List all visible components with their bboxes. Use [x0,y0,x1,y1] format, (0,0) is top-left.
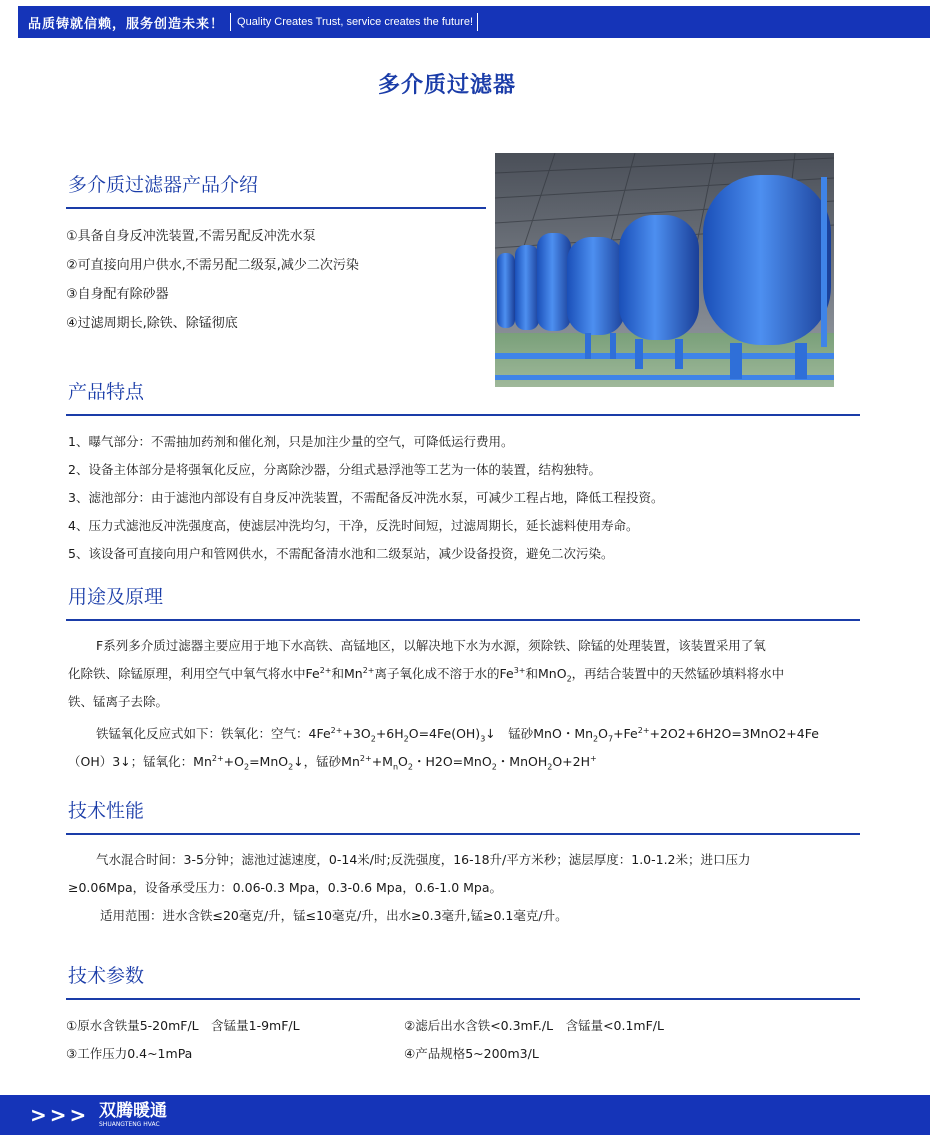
list-item: 5、该设备可直接向用户和管网供水，不需配备清水池和二级泵站，减少设备投资，避免二次污染。 [68,546,614,561]
brand-cn-text: 双腾暖通 [99,1101,168,1121]
features-rule [66,414,860,416]
page-title: 多介质过滤器 [377,73,516,98]
slogan-divider-end [477,13,478,31]
slogan-english: Quality Creates Trust, service creates the future! [237,16,473,28]
params-row [66,1040,664,1068]
usage-line: F系列多介质过滤器主要应用于地下水高铁、高锰地区，以解决地下水为水源，须除铁、除锰的处理装置，该装置采用了氧 [96,638,766,653]
param-item: ④产品规格5~200m3/L [404,1046,539,1061]
performance-line: ≥0.06Mpa，设备承受压力：0.06-0.3 Mpa，0.3-0.6 Mpa，0.6-1.0 Mpa。 [68,880,503,895]
list-item: ①具备自身反冲洗装置,不需另配反冲洗水泵 [66,229,316,244]
usage-line: 化除铁、除锰原理，利用空气中氧气将水中$Fe^{2+}$和$Mn^{2+}$离子氧化成不溶于水的$Fe^{3+}$和MnO$_2$，再结合装置中的天然锰砂填料将水中 [68,665,785,684]
param-item: ②滤后出水含铁<0.3mF./L 含锰量<0.1mF/L [404,1018,664,1033]
intro-section-title: 多介质过滤器产品介绍 [68,174,259,196]
usage-section-title: 用途及原理 [68,586,164,608]
list-item: 2、设备主体部分是将强氧化反应，分离除沙器，分组式悬浮池等工艺为一体的装置，结构独特。 [68,462,601,477]
footer-arrows: >>> [30,1103,90,1127]
list-item: 1、曝气部分：不需抽加药剂和催化剂，只是加注少量的空气，可降低运行费用。 [68,434,514,449]
footer-bar [0,1095,930,1135]
top-banner [0,0,930,42]
intro-rule [66,207,486,209]
list-item: ②可直接向用户供水,不需另配二级泵,减少二次污染 [66,258,359,273]
reaction-line: （OH）3↓；锰氧化：$Mn^{2+}+O_2=MnO_2↓$，锰砂$Mn^{2+}+M_nO_2$・H2O=MnO$_2$・MnOH$_2$O+2H+ [68,753,597,772]
top-banner-bar [18,6,930,38]
slogan-divider [230,13,231,31]
performance-rule [66,833,860,835]
list-item: ④过滤周期长,除铁、除锰彻底 [66,316,238,331]
usage-line: 铁、锰离子去除。 [68,694,169,709]
params-grid [66,1012,664,1068]
performance-line: 气水混合时间：3-5分钟；滤池过滤速度，0-14米/时;反洗强度，16-18升/平方米秒；滤层厚度：1.0-1.2米；进口压力 [96,852,751,867]
brand-logo-icon [99,1098,189,1128]
slogan-chinese: 品质铸就信赖，服务创造未来！ [28,16,225,32]
param-item: ③工作压力0.4~1mPa [66,1046,193,1061]
param-item: ①原水含铁量5-20mF/L 含锰量1-9mF/L [66,1018,300,1033]
performance-paragraph [68,846,862,930]
features-list [68,428,663,568]
usage-paragraph [68,632,862,776]
brand-en-text: SHUANGTENG HVAC [99,1121,160,1128]
product-photo [495,153,834,387]
performance-section-title: 技术性能 [68,800,145,822]
features-section-title: 产品特点 [68,381,145,403]
usage-rule [66,619,860,621]
reaction-line: 铁锰氧化反应式如下：铁氧化：空气：$4Fe^{2+}+3O_2+6H_2O=4Fe(OH)_3↓$ 锰砂MnO・$Mn_2O_7+Fe^{2+}+2O2+6H2O=3MnO2+4Fe$ [96,725,819,744]
list-item: ③自身配有除砂器 [66,287,169,302]
list-item: 4、压力式滤池反冲洗强度高，使滤层冲洗均匀，干净，反洗时间短，过滤周期长，延长滤料使用寿命。 [68,518,639,533]
footer-logo [99,1098,189,1132]
intro-list [66,222,359,338]
filter-tanks-illustration [495,153,834,387]
params-row [66,1012,664,1040]
list-item: 3、滤池部分：由于滤池内部设有自身反冲洗装置，不需配备反冲洗水泵，可减少工程占地，降低工程投资。 [68,490,664,505]
performance-line: 适用范围：进水含铁≤20毫克/升，锰≤10毫克/升，出水≥0.3毫升,锰≥0.1毫克/升。 [100,908,568,923]
params-rule [66,998,860,1000]
params-section-title: 技术参数 [68,965,145,987]
